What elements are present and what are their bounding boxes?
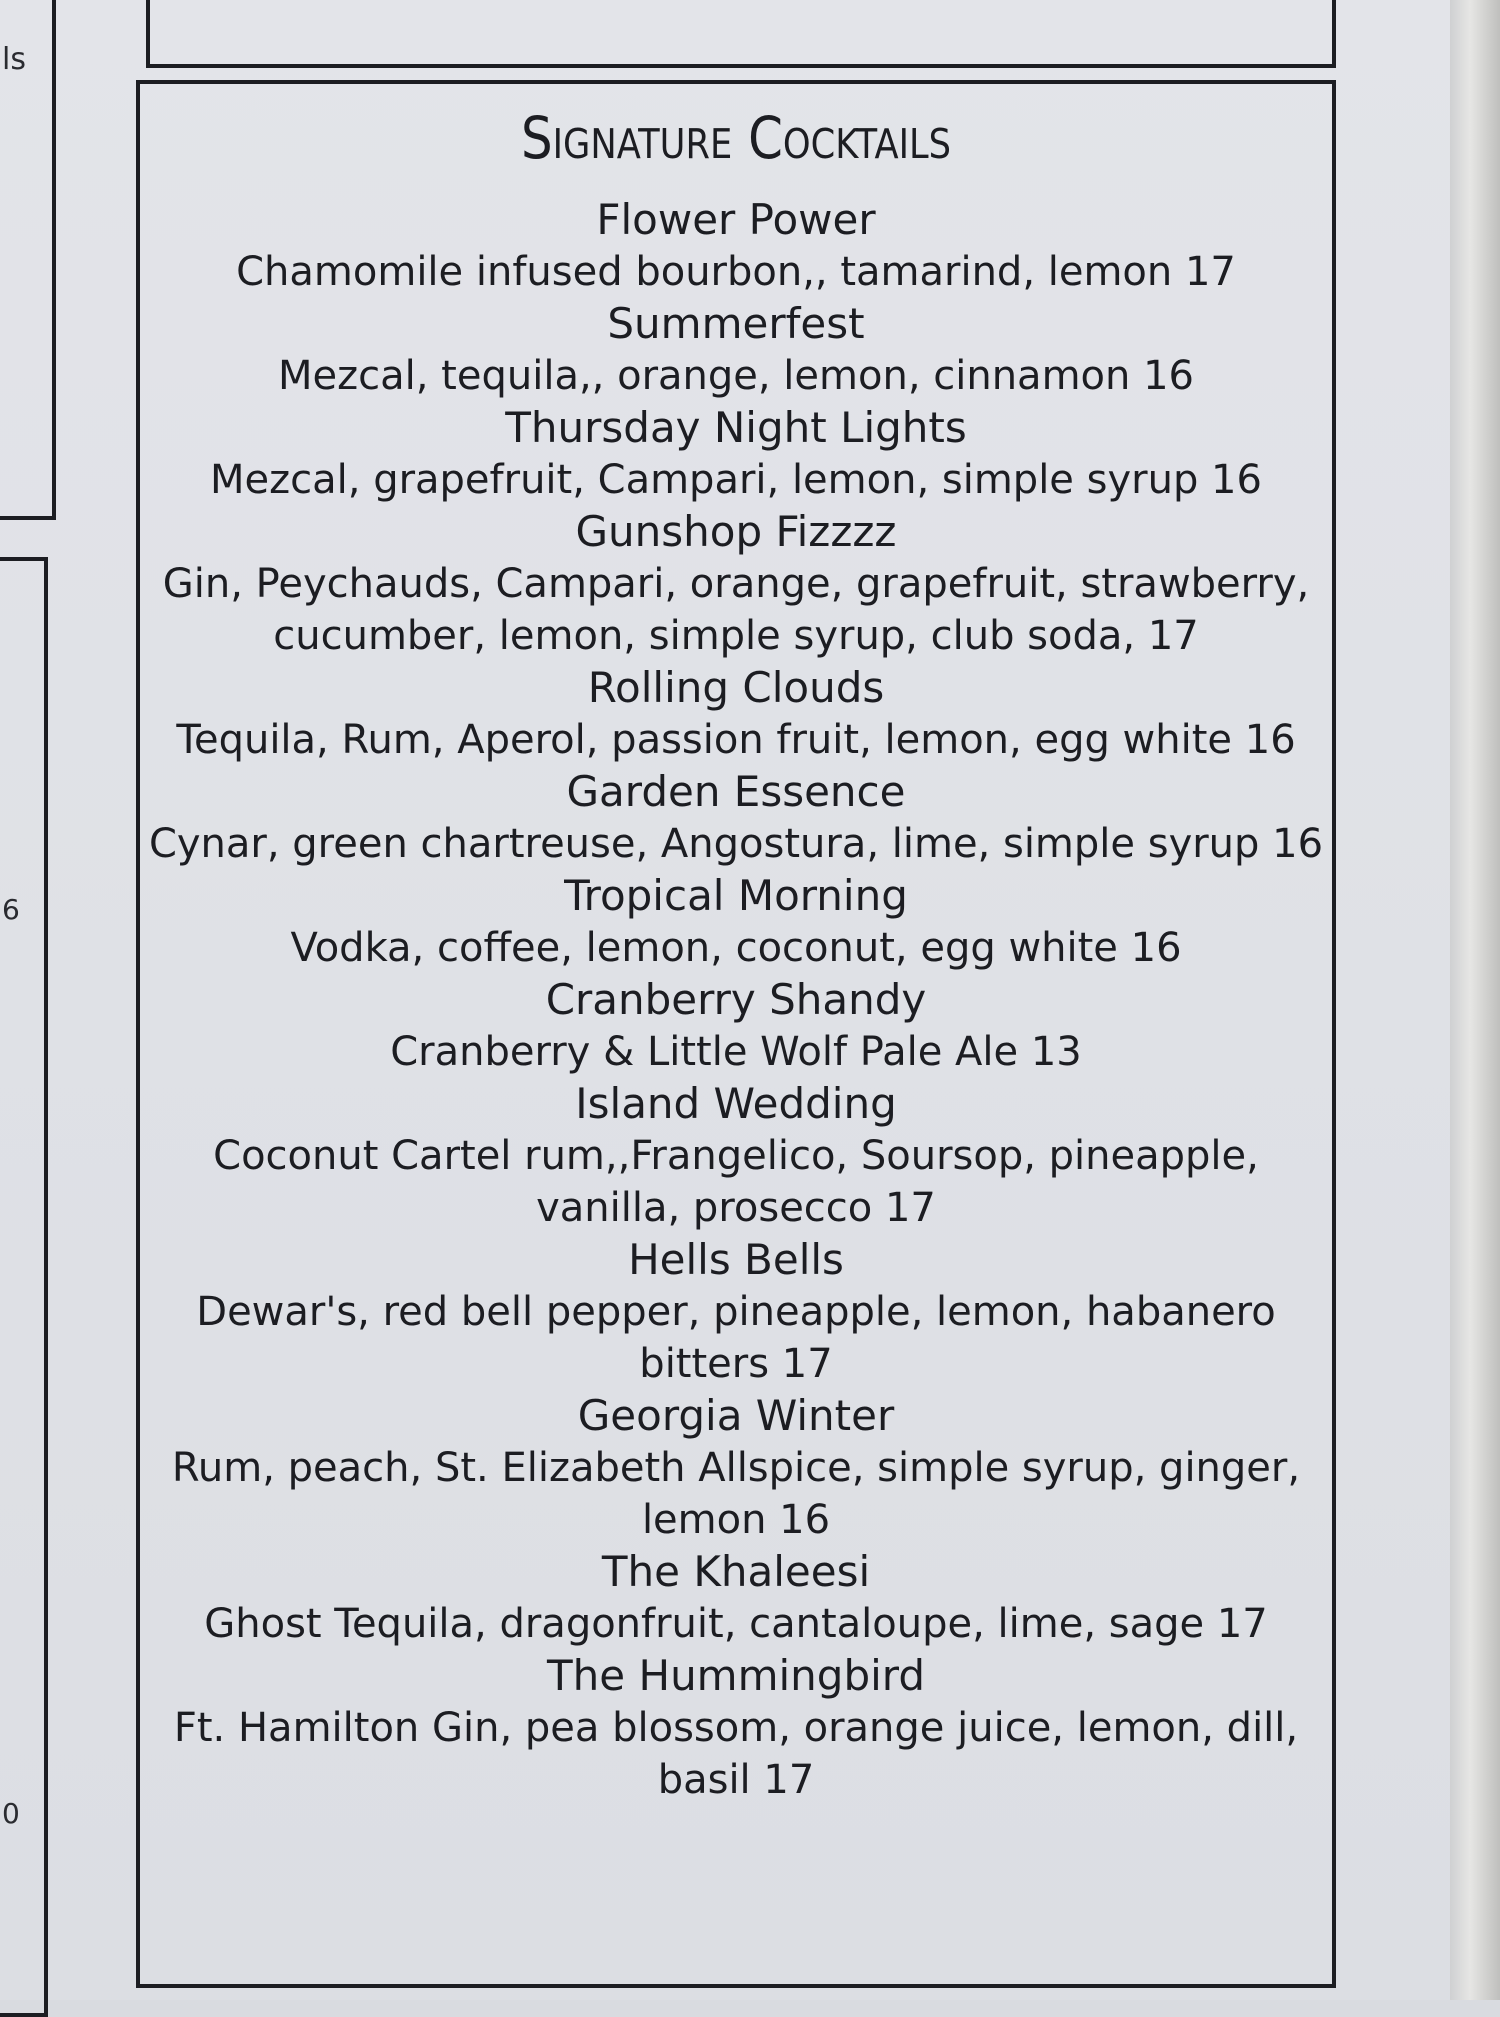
menu-item-description: Tequila, Rum, Aperol, passion fruit, lemon, egg white 16 bbox=[176, 717, 1296, 763]
menu-item-description: Mezcal, tequila,, orange, lemon, cinnamon 16 bbox=[278, 353, 1194, 399]
menu-item-description: Cynar, green chartreuse, Angostura, lime, simple syrup 16 bbox=[148, 821, 1324, 867]
menu-item-name: Tropical Morning bbox=[564, 871, 908, 920]
menu-item bbox=[136, 766, 1336, 870]
menu-item-description: Rum, peach, St. Elizabeth Allspice, simple syrup, ginger, lemon 16 bbox=[171, 1445, 1301, 1543]
menu-item-description: Ghost Tequila, dragonfruit, cantaloupe, lime, sage 17 bbox=[204, 1601, 1268, 1647]
menu-item-description: Ft. Hamilton Gin, pea blossom, orange juice, lemon, dill, basil 17 bbox=[173, 1705, 1299, 1803]
menu-item-description: Chamomile infused bourbon,, tamarind, lemon 17 bbox=[236, 249, 1236, 295]
top-panel-frame bbox=[146, 0, 1336, 68]
menu-item-name: Flower Power bbox=[596, 195, 876, 244]
menu-item-description: Dewar's, red bell pepper, pineapple, lemon, habanero bitters 17 bbox=[196, 1289, 1276, 1387]
menu-title: Signature Cocktails bbox=[520, 104, 952, 172]
menu-item-description: Gin, Peychauds, Campari, orange, grapefruit, strawberry, cucumber, lemon, simple syrup, club soda, 17 bbox=[162, 561, 1310, 659]
left-fragment-text: ls bbox=[2, 42, 26, 77]
menu-item bbox=[136, 1390, 1336, 1546]
menu-item bbox=[136, 194, 1336, 298]
menu-item bbox=[136, 402, 1336, 506]
menu-item bbox=[136, 1650, 1336, 1806]
menu-item-name: Hells Bells bbox=[628, 1235, 844, 1284]
menu-item bbox=[136, 662, 1336, 766]
menu-item-name: The Khaleesi bbox=[601, 1547, 871, 1596]
menu-item-name: Cranberry Shandy bbox=[545, 975, 927, 1024]
menu-item bbox=[136, 1078, 1336, 1234]
menu-item bbox=[136, 1234, 1336, 1390]
menu-item bbox=[136, 298, 1336, 402]
menu-item-name: The Hummingbird bbox=[547, 1651, 925, 1700]
menu-item-name: Gunshop Fizzzz bbox=[575, 507, 897, 556]
menu-item-description: Vodka, coffee, lemon, coconut, egg white 16 bbox=[290, 925, 1182, 971]
menu-item-description: Coconut Cartel rum,,Frangelico, Soursop, pineapple, vanilla, prosecco 17 bbox=[213, 1133, 1259, 1231]
menu-item-description: Cranberry & Little Wolf Pale Ale 13 bbox=[390, 1029, 1082, 1075]
menu-item bbox=[136, 506, 1336, 662]
menu-item-name: Thursday Night Lights bbox=[505, 403, 967, 452]
menu-item-name: Summerfest bbox=[607, 299, 865, 348]
menu-content bbox=[136, 104, 1336, 1806]
menu-item-name: Rolling Clouds bbox=[587, 663, 885, 712]
menu-item-name: Garden Essence bbox=[566, 767, 906, 816]
left-panel-top bbox=[0, 0, 56, 520]
menu-item bbox=[136, 1546, 1336, 1650]
left-fragment-text: 0 bbox=[2, 1797, 20, 1830]
menu-item-description: Mezcal, grapefruit, Campari, lemon, simple syrup 16 bbox=[210, 457, 1262, 503]
menu-item-name: Georgia Winter bbox=[577, 1391, 895, 1440]
marble-tabletop bbox=[1450, 0, 1500, 2000]
menu-item-name: Island Wedding bbox=[575, 1079, 897, 1128]
menu-item bbox=[136, 870, 1336, 974]
menu-item bbox=[136, 974, 1336, 1078]
left-fragment-text: 6 bbox=[2, 893, 20, 926]
